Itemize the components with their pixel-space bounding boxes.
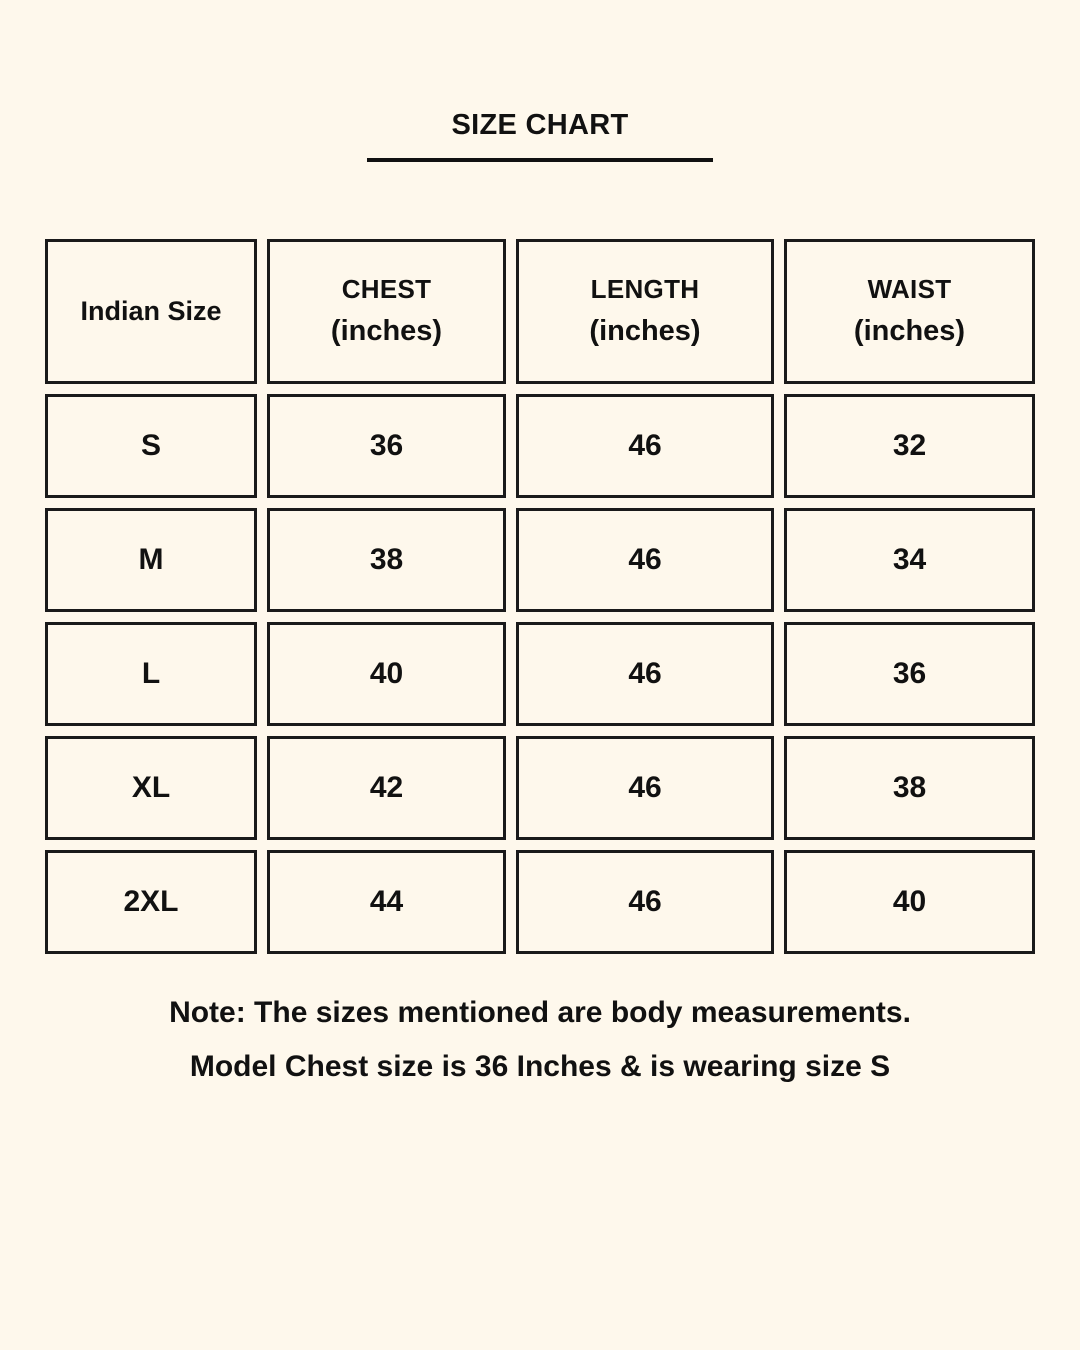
length-cell xyxy=(516,622,774,726)
chest-value: 42 xyxy=(369,771,404,804)
length-value: 46 xyxy=(628,885,662,918)
chest-cell xyxy=(267,622,506,726)
size-value: 2XL xyxy=(123,885,179,918)
size-cell xyxy=(45,850,257,954)
chest-cell xyxy=(267,508,506,612)
waist-value: 40 xyxy=(892,885,927,918)
header-cell-chest xyxy=(267,239,506,384)
chest-value: 38 xyxy=(369,543,404,576)
size-cell xyxy=(45,736,257,840)
page-title: SIZE CHART xyxy=(451,109,629,141)
header-label: CHEST xyxy=(341,273,432,304)
header-unit: (inches) xyxy=(853,314,966,347)
waist-cell xyxy=(784,850,1035,954)
header-label: WAIST xyxy=(867,273,952,304)
chest-cell xyxy=(267,736,506,840)
size-value: M xyxy=(138,543,164,576)
header-unit: (inches) xyxy=(330,314,443,347)
length-cell xyxy=(516,850,774,954)
waist-cell xyxy=(784,508,1035,612)
waist-cell xyxy=(784,736,1035,840)
chest-cell xyxy=(267,394,506,498)
size-value: L xyxy=(141,657,161,690)
length-cell xyxy=(516,508,774,612)
size-cell xyxy=(45,394,257,498)
chest-value: 36 xyxy=(369,429,404,462)
title-underline xyxy=(367,158,713,162)
chest-value: 44 xyxy=(369,885,404,918)
header-label: LENGTH xyxy=(590,273,700,304)
length-cell xyxy=(516,736,774,840)
length-value: 46 xyxy=(628,657,662,690)
header-label: Indian Size xyxy=(80,296,222,326)
waist-cell xyxy=(784,622,1035,726)
size-value: XL xyxy=(131,771,171,804)
waist-value: 38 xyxy=(892,771,927,804)
size-value: S xyxy=(140,429,161,462)
header-cell-waist xyxy=(784,239,1035,384)
size-cell xyxy=(45,508,257,612)
waist-value: 36 xyxy=(892,657,927,690)
size-cell xyxy=(45,622,257,726)
length-value: 46 xyxy=(628,771,662,804)
waist-value: 32 xyxy=(892,429,927,462)
chest-cell xyxy=(267,850,506,954)
length-value: 46 xyxy=(628,429,662,462)
length-cell xyxy=(516,394,774,498)
header-cell-length xyxy=(516,239,774,384)
length-value: 46 xyxy=(628,543,662,576)
note-line: Note: The sizes mentioned are body measurements. xyxy=(169,996,911,1029)
waist-cell xyxy=(784,394,1035,498)
chest-value: 40 xyxy=(369,657,404,690)
note-line: Model Chest size is 36 Inches & is wearing size S xyxy=(189,1050,891,1083)
waist-value: 34 xyxy=(892,543,927,576)
header-unit: (inches) xyxy=(589,314,701,347)
header-cell-indian-size xyxy=(45,239,257,384)
